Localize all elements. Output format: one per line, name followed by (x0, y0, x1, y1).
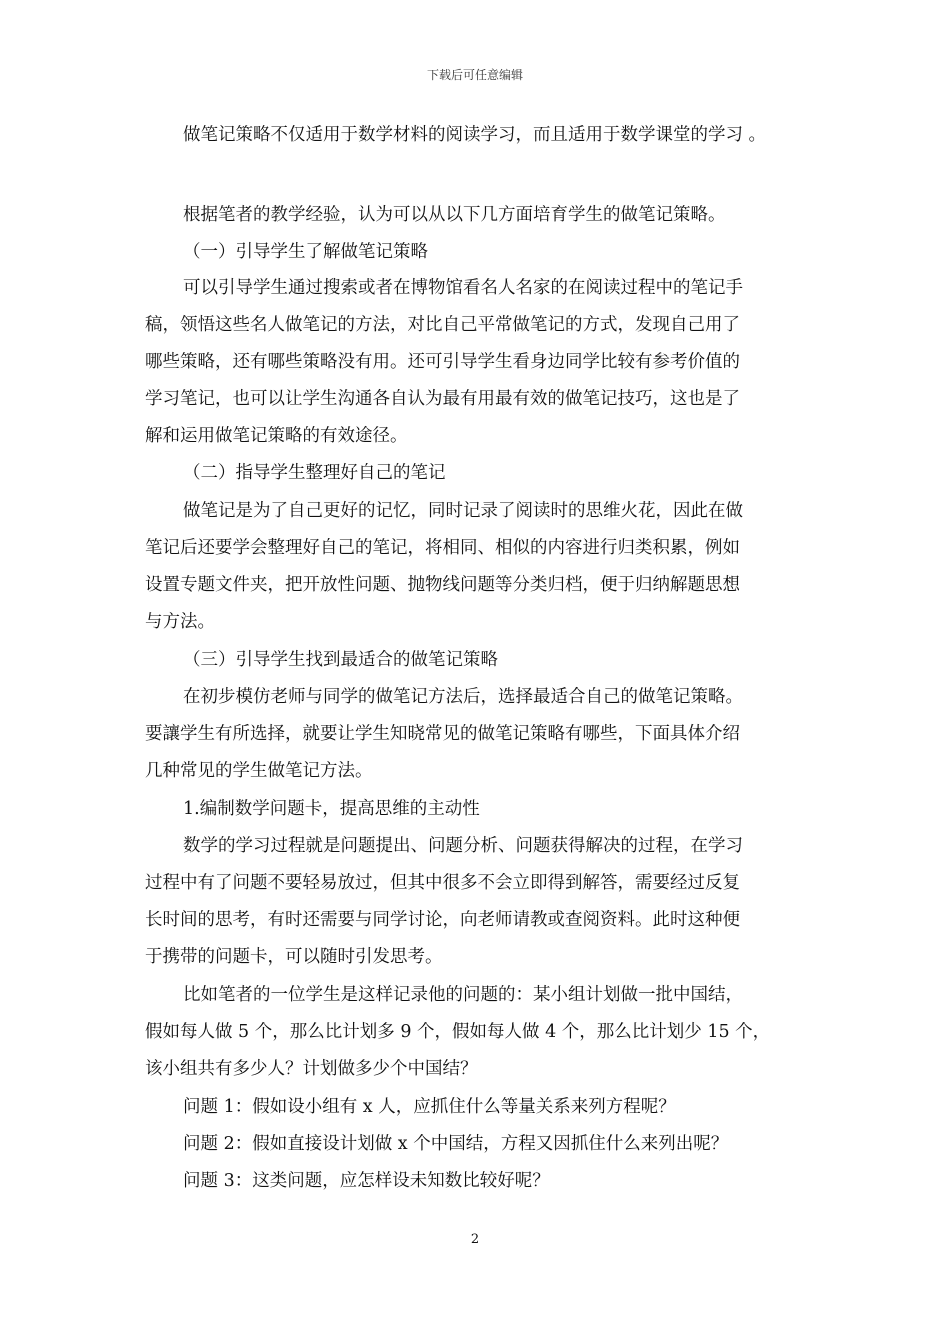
paragraph-line: 笔记后还要学会整理好自己的笔记，将相同、相似的内容进行归类积累，例如 (145, 538, 740, 558)
paragraph-line: 解和运用做笔记策略的有效途径。 (145, 426, 408, 446)
paragraph-line: 几种常见的学生做笔记方法。 (145, 761, 373, 781)
question-line: 问题 2：假如直接设计划做 x 个中国结，方程又因抓住什么来列出呢？ (183, 1134, 729, 1154)
section-heading: （一）引导学生了解做笔记策略 (183, 242, 428, 262)
paragraph-line: 于携带的问题卡，可以随时引发思考。 (145, 947, 443, 967)
page-header: 下载后可任意编辑 (426, 68, 523, 82)
paragraph-line: 根据笔者的教学经验，认为可以从以下几方面培育学生的做笔记策略。 (183, 205, 726, 225)
paragraph-line: 设置专题文件夹，把开放性问题、抛物线问题等分类归档，便于归纳解题思想 (145, 575, 740, 595)
paragraph-line: 学习笔记，也可以让学生沟通各自认为最有用最有效的做笔记技巧，这也是了 (145, 389, 740, 409)
paragraph-line: 做笔记策略不仅适用于数学材料的阅读学习，而且适用于数学课堂的学习 。 (183, 125, 767, 145)
paragraph-line: 比如笔者的一位学生是这样记录他的问题的：某小组计划做一批中国结， (183, 985, 743, 1005)
subsection-heading: 1.编制数学问题卡，提高思维的主动性 (183, 799, 480, 819)
paragraph-line: 假如每人做 5 个，那么比计划多 9 个，假如每人做 4 个，那么比计划少 15 个， (145, 1022, 771, 1042)
paragraph-line: 过程中有了问题不要轻易放过，但其中很多不会立即得到解答，需要经过反复 (145, 873, 740, 893)
paragraph-line: 哪些策略，还有哪些策略没有用。还可引导学生看身边同学比较有参考价值的 (145, 352, 740, 372)
paragraph-line: 做笔记是为了自己更好的记忆，同时记录了阅读时的思维火花，因此在做 (183, 501, 743, 521)
paragraph-line: 可以引导学生通过搜索或者在博物馆看名人名家的在阅读过程中的笔记手 (183, 278, 743, 298)
question-line: 问题 1：假如设小组有 x 人，应抓住什么等量关系来列方程呢？ (183, 1097, 676, 1117)
paragraph-line: 要讓学生有所选择，就要让学生知晓常见的做笔记策略有哪些，下面具体介绍 (145, 724, 740, 744)
paragraph-line: 稿，领悟这些名人做笔记的方法，对比自己平常做笔记的方式，发现自己用了 (145, 315, 740, 335)
paragraph-line: 该小组共有多少人？计划做多少个中国结？ (145, 1059, 478, 1079)
paragraph-line: 与方法。 (145, 612, 215, 632)
section-heading: （二）指导学生整理好自己的笔记 (183, 463, 446, 483)
section-heading: （三）引导学生找到最适合的做笔记策略 (183, 650, 498, 670)
paragraph-line: 在初步模仿老师与同学的做笔记方法后，选择最适合自己的做笔记策略。 (183, 687, 743, 707)
paragraph-line: 长时间的思考，有时还需要与同学讨论，向老师请教或查阅资料。此时这种便 (145, 910, 740, 930)
paragraph-line: 数学的学习过程就是问题提出、问题分析、问题获得解决的过程，在学习 (183, 836, 743, 856)
page-number: 2 (470, 1232, 480, 1247)
question-line: 问题 3：这类问题，应怎样设未知数比较好呢？ (183, 1171, 550, 1191)
